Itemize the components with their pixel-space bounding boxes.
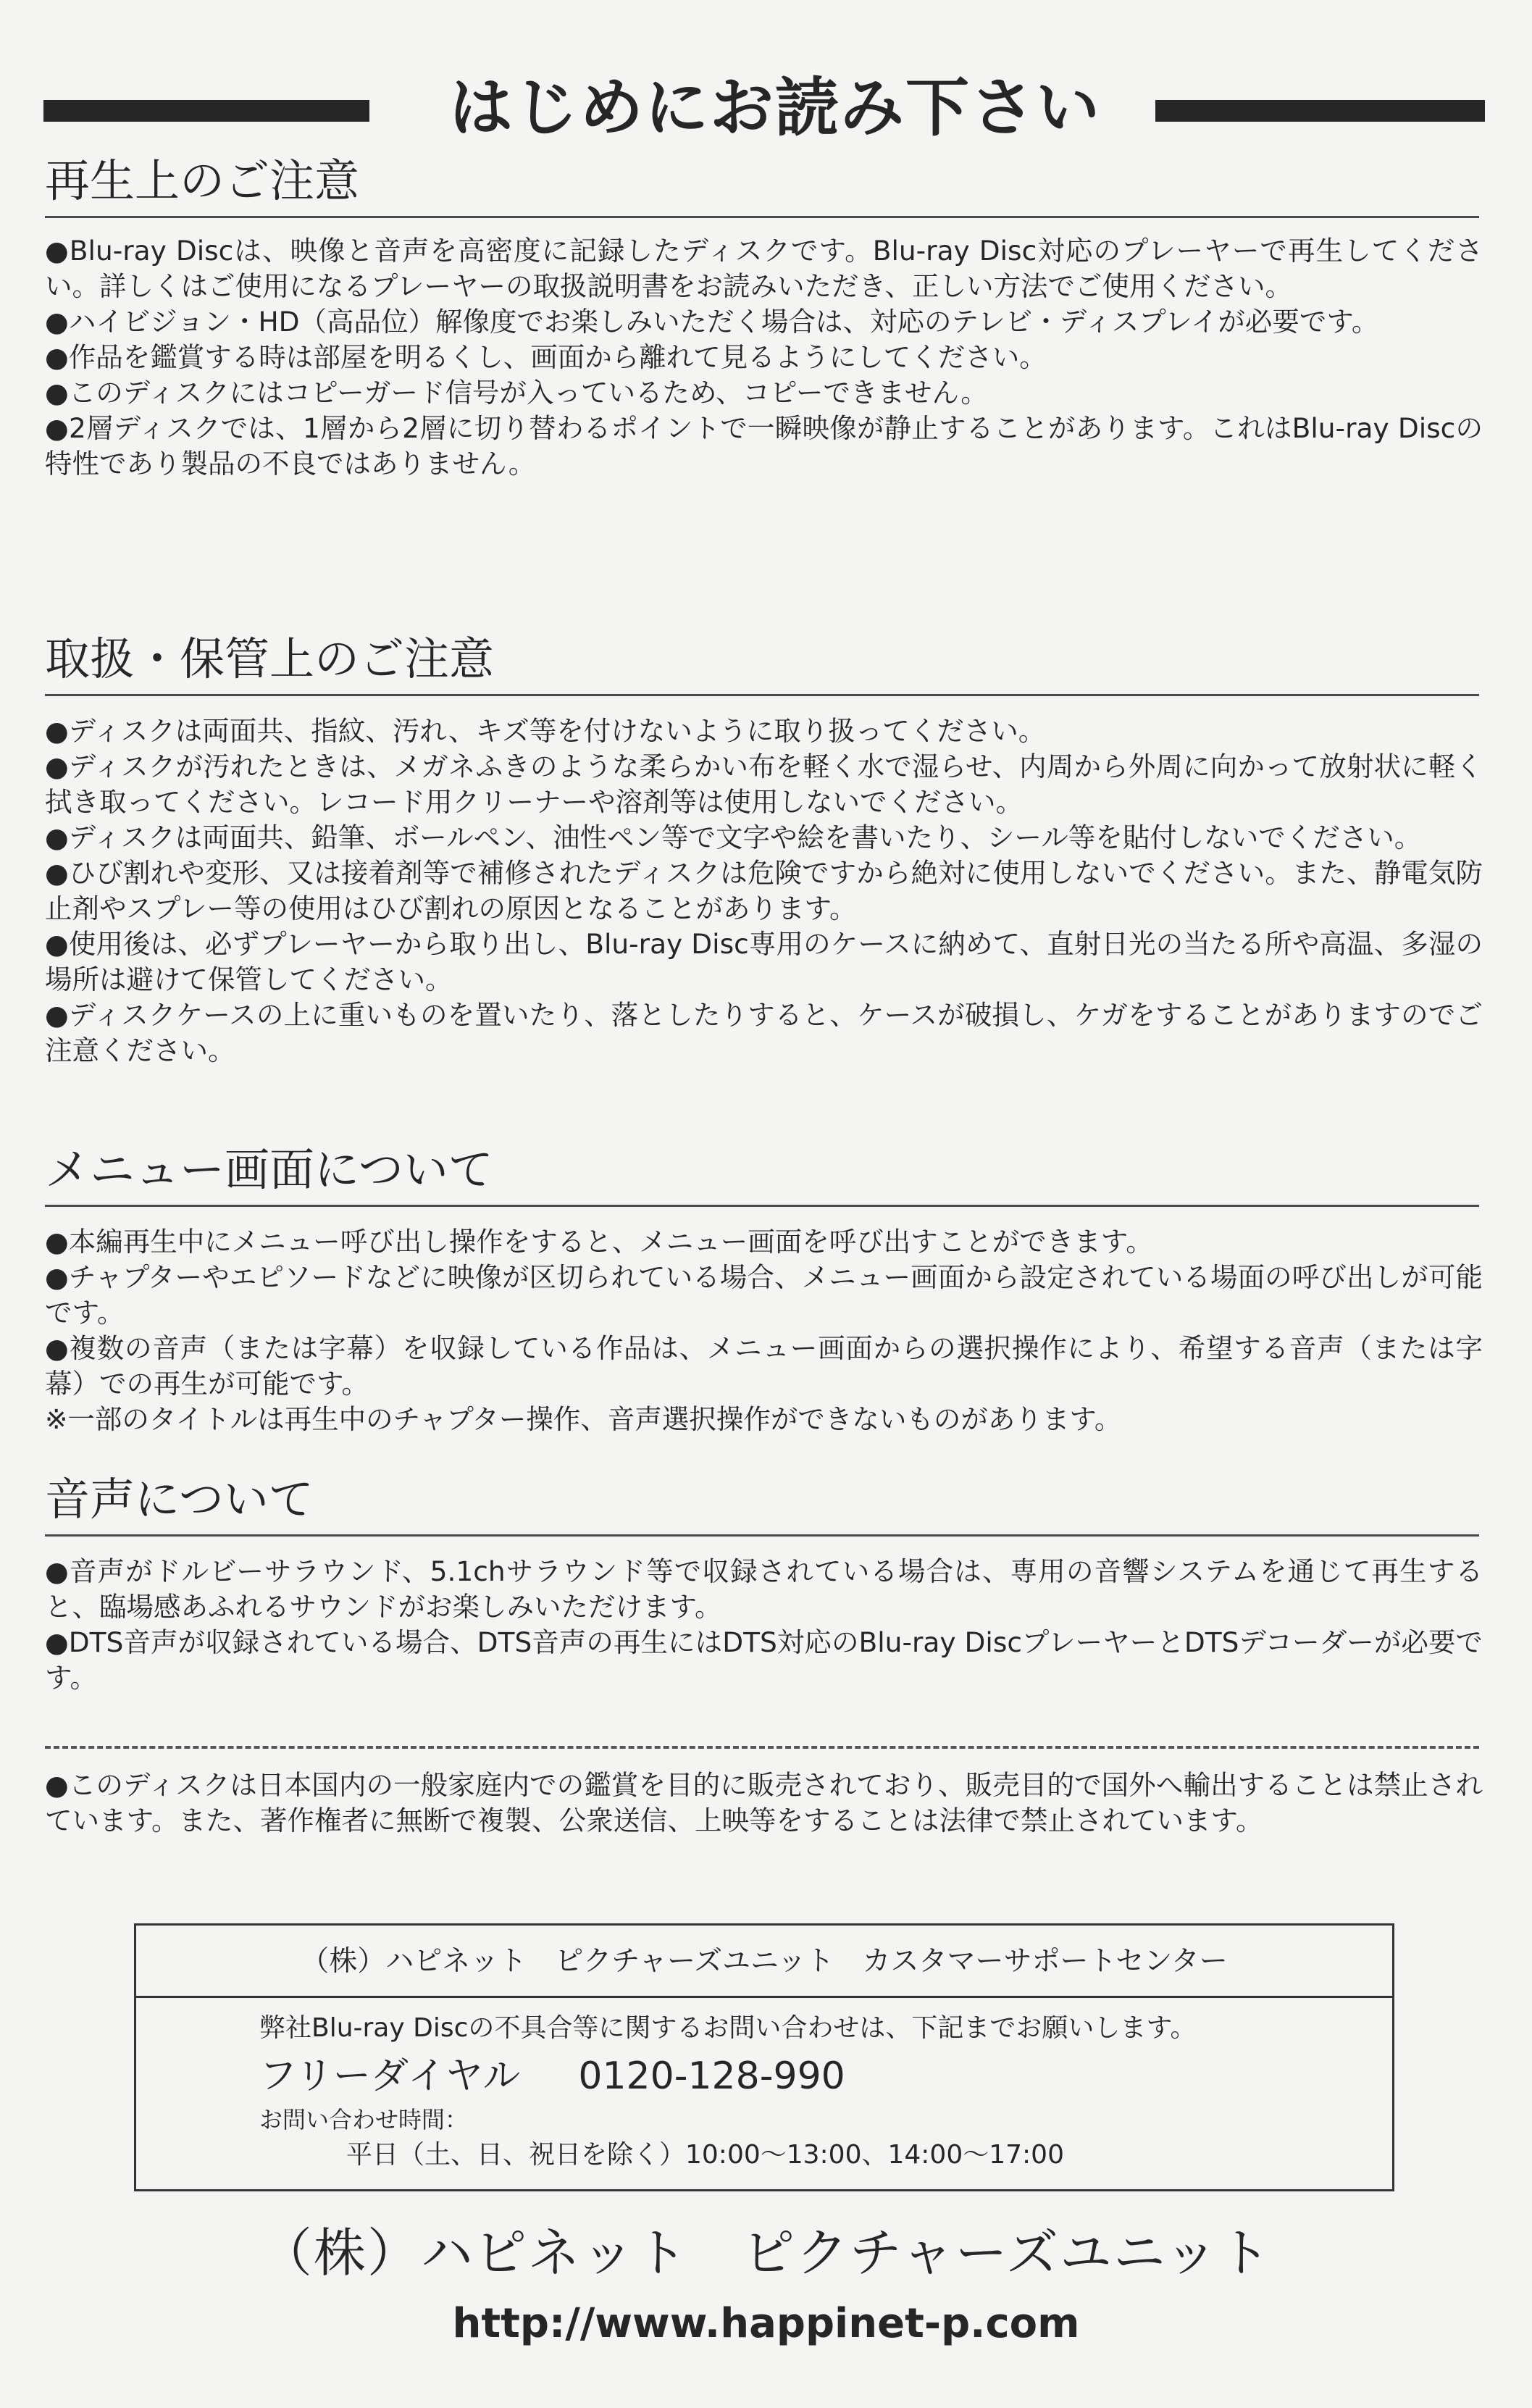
list-item: ●使用後は、必ずプレーヤーから取り出し、Blu-ray Disc専用のケースに納めて、直射日光の当たる所や高温、多湿の場所は避けて保管してください。	[45, 928, 1483, 995]
list-item: ●このディスクにはコピーガード信号が入っているため、コピーできません。	[45, 377, 988, 409]
section-heading-handling: 取扱・保管上のご注意	[45, 630, 1479, 696]
section-body-menu	[45, 1224, 1483, 1437]
support-box	[134, 1923, 1394, 2191]
section-heading-menu: メニュー画面について	[45, 1141, 1479, 1207]
section-body-audio	[45, 1554, 1483, 1696]
list-item: ●チャプターやエピソードなどに映像が区切られている場合、メニュー画面から設定されている場面の呼び出しが可能です。	[45, 1261, 1483, 1329]
list-item: ●Blu-ray Discは、映像と音声を高密度に記録したディスクです。Blu-ray Disc対応のプレーヤーで再生してください。詳しくはご使用になるプレーヤーの取扱説明書をお読みいただき、正しい方法でご使用ください。	[45, 235, 1483, 302]
free-dial-label: フリーダイヤル	[259, 2054, 521, 2098]
list-item: ※一部のタイトルは再生中のチャプター操作、音声選択操作ができないものがあります。	[45, 1403, 1122, 1435]
free-dial	[259, 2049, 1392, 2104]
list-item: ●本編再生中にメニュー呼び出し操作をすると、メニュー画面を呼び出すことができます。	[45, 1226, 1153, 1258]
section-body-playback	[45, 233, 1483, 482]
support-box-header: （株）ハピネット ピクチャーズユニット カスタマーサポートセンター	[136, 1926, 1392, 1998]
hours-label: お問い合わせ時間：	[259, 2106, 469, 2133]
section-heading-playback: 再生上のご注意	[45, 152, 1479, 218]
page-title: はじめにお読み下さい	[448, 70, 1101, 145]
dashed-divider	[45, 1746, 1479, 1749]
hours-text: 平日（土、日、祝日を除く）10:00〜13:00、14:00〜17:00	[346, 2140, 1064, 2170]
section-heading-audio: 音声について	[45, 1471, 1479, 1537]
list-item: ●ディスクケースの上に重いものを置いたり、落としたりすると、ケースが破損し、ケガをすることがありますのでご注意ください。	[45, 999, 1483, 1066]
list-item: ●ディスクは両面共、指紋、汚れ、キズ等を付けないように取り扱ってください。	[45, 715, 1046, 747]
notice-text: ●このディスクは日本国内の一般家庭内での鑑賞を目的に販売されており、販売目的で国外へ輸出することは禁止されています。また、著作権者に無断で複製、公衆送信、上映等をすることは法律で禁止されています。	[45, 1769, 1483, 1836]
website-url: http://www.happinet-p.com	[452, 2300, 1080, 2347]
list-item: ●ディスクは両面共、鉛筆、ボールペン、油性ペン等で文字や絵を書いたり、シール等を貼付しないでください。	[45, 822, 1422, 853]
title-row	[43, 64, 1485, 158]
section-body-handling	[45, 714, 1483, 1069]
list-item: ●作品を鑑賞する時は部屋を明るくし、画面から離れて見るようにしてください。	[45, 341, 1047, 373]
export-notice	[45, 1768, 1483, 1839]
support-inquiry-text: 弊社Blu-ray Discの不具合等に関するお問い合わせは、下記までお願いします。	[259, 2013, 1197, 2043]
title-bar-right	[1155, 100, 1485, 122]
list-item: ●ディスクが汚れたときは、メガネふきのような柔らかい布を軽く水で湿らせ、内周から外周に向かって放射状に軽く拭き取ってください。レコード用クリーナーや溶剤等は使用しないでください。	[45, 751, 1483, 818]
list-item: ●ハイビジョン・HD（高品位）解像度でお楽しみいただく場合は、対応のテレビ・ディスプレイが必要です。	[45, 306, 1379, 338]
company-name: （株）ハピネット ピクチャーズユニット	[259, 2223, 1273, 2283]
title-bar-left	[43, 100, 369, 122]
support-box-body	[136, 1998, 1392, 2175]
list-item: ●DTS音声が収録されている場合、DTS音声の再生にはDTS対応のBlu-ray DiscプレーヤーとDTSデコーダーが必要です。	[45, 1626, 1483, 1694]
list-item: ●複数の音声（または字幕）を収録している作品は、メニュー画面からの選択操作により、希望する音声（または字幕）での再生が可能です。	[45, 1332, 1483, 1400]
list-item: ●音声がドルビーサラウンド、5.1chサラウンド等で収録されている場合は、専用の音響システムを通じて再生すると、臨場感あふれるサウンドがお楽しみいただけます。	[45, 1555, 1483, 1623]
free-dial-number: 0120-128-990	[578, 2054, 845, 2098]
list-item: ●2層ディスクでは、1層から2層に切り替わるポイントで一瞬映像が静止することがあります。これはBlu-ray Discの特性であり製品の不良ではありません。	[45, 412, 1483, 480]
list-item: ●ひび割れや変形、又は接着剤等で補修されたディスクは危険ですから絶対に使用しないでください。また、静電気防止剤やスプレー等の使用はひび割れの原因となることがあります。	[45, 857, 1483, 924]
